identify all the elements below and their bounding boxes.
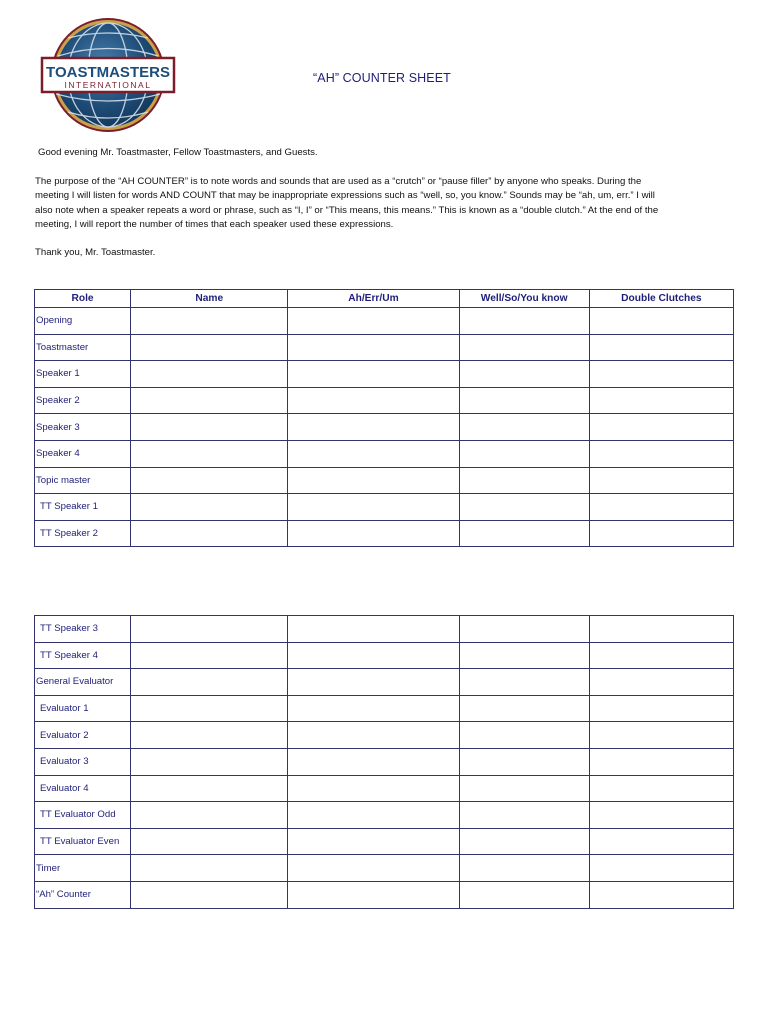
double-clutches-cell[interactable]	[589, 642, 733, 669]
ah-err-um-cell[interactable]	[288, 775, 459, 802]
double-clutches-cell[interactable]	[589, 722, 733, 749]
svg-text:INTERNATIONAL: INTERNATIONAL	[64, 80, 152, 90]
role-cell: Evaluator 2	[35, 722, 131, 749]
role-cell: General Evaluator	[35, 669, 131, 696]
ah-err-um-cell[interactable]	[288, 642, 459, 669]
well-so-you-know-cell[interactable]	[459, 669, 589, 696]
role-cell: Evaluator 1	[35, 695, 131, 722]
role-cell: “Ah” Counter	[35, 881, 131, 908]
ah-err-um-cell[interactable]	[288, 520, 459, 547]
name-cell[interactable]	[131, 616, 288, 643]
role-cell: Speaker 2	[35, 387, 131, 414]
double-clutches-cell[interactable]	[589, 494, 733, 521]
ah-err-um-cell[interactable]	[288, 802, 459, 829]
header-name: Name	[131, 290, 288, 308]
table-row	[35, 414, 734, 441]
table-row	[35, 748, 734, 775]
role-cell: TT Evaluator Even	[35, 828, 131, 855]
role-cell: Speaker 1	[35, 361, 131, 388]
well-so-you-know-cell[interactable]	[459, 695, 589, 722]
header-ah-err-um: Ah/Err/Um	[288, 290, 459, 308]
double-clutches-cell[interactable]	[589, 748, 733, 775]
table-row	[35, 494, 734, 521]
name-cell[interactable]	[131, 748, 288, 775]
name-cell[interactable]	[131, 308, 288, 335]
well-so-you-know-cell[interactable]	[459, 494, 589, 521]
double-clutches-cell[interactable]	[589, 440, 733, 467]
name-cell[interactable]	[131, 669, 288, 696]
double-clutches-cell[interactable]	[589, 775, 733, 802]
purpose-line: also note when a speaker repeats a word or phrase, such as “I, I” or “This means, this means.” This is known as a “double clutch.” At the end of the	[35, 204, 659, 216]
name-cell[interactable]	[131, 440, 288, 467]
ah-err-um-cell[interactable]	[288, 881, 459, 908]
double-clutches-cell[interactable]	[589, 802, 733, 829]
role-cell: TT Speaker 4	[35, 642, 131, 669]
well-so-you-know-cell[interactable]	[459, 722, 589, 749]
double-clutches-cell[interactable]	[589, 334, 733, 361]
ah-err-um-cell[interactable]	[288, 334, 459, 361]
table-body	[35, 308, 734, 547]
double-clutches-cell[interactable]	[589, 467, 733, 494]
well-so-you-know-cell[interactable]	[459, 881, 589, 908]
table-row	[35, 828, 734, 855]
table-body	[35, 616, 734, 909]
role-cell: Speaker 4	[35, 440, 131, 467]
role-cell: Timer	[35, 855, 131, 882]
double-clutches-cell[interactable]	[589, 387, 733, 414]
table-row	[35, 361, 734, 388]
name-cell[interactable]	[131, 881, 288, 908]
double-clutches-cell[interactable]	[589, 855, 733, 882]
well-so-you-know-cell[interactable]	[459, 440, 589, 467]
table-row	[35, 334, 734, 361]
table-row	[35, 440, 734, 467]
well-so-you-know-cell[interactable]	[459, 361, 589, 388]
well-so-you-know-cell[interactable]	[459, 775, 589, 802]
double-clutches-cell[interactable]	[589, 695, 733, 722]
name-cell[interactable]	[131, 520, 288, 547]
page-title: “AH” COUNTER SHEET	[313, 71, 451, 85]
header-role: Role	[35, 290, 131, 308]
well-so-you-know-cell[interactable]	[459, 802, 589, 829]
name-cell[interactable]	[131, 802, 288, 829]
well-so-you-know-cell[interactable]	[459, 387, 589, 414]
well-so-you-know-cell[interactable]	[459, 334, 589, 361]
purpose-paragraph	[35, 175, 735, 232]
table-row	[35, 855, 734, 882]
double-clutches-cell[interactable]	[589, 616, 733, 643]
role-cell: TT Speaker 3	[35, 616, 131, 643]
double-clutches-cell[interactable]	[589, 881, 733, 908]
name-cell[interactable]	[131, 334, 288, 361]
name-cell[interactable]	[131, 695, 288, 722]
ah-err-um-cell[interactable]	[288, 855, 459, 882]
table-row	[35, 467, 734, 494]
well-so-you-know-cell[interactable]	[459, 616, 589, 643]
role-cell: Speaker 3	[35, 414, 131, 441]
table-header-row	[35, 290, 734, 308]
name-cell[interactable]	[131, 361, 288, 388]
well-so-you-know-cell[interactable]	[459, 642, 589, 669]
ah-err-um-cell[interactable]	[288, 669, 459, 696]
ah-err-um-cell[interactable]	[288, 494, 459, 521]
table-row	[35, 669, 734, 696]
role-cell: Toastmaster	[35, 334, 131, 361]
double-clutches-cell[interactable]	[589, 308, 733, 335]
role-cell: Evaluator 3	[35, 748, 131, 775]
counter-table-section-2	[34, 615, 734, 909]
ah-err-um-cell[interactable]	[288, 467, 459, 494]
ah-err-um-cell[interactable]	[288, 695, 459, 722]
ah-err-um-cell[interactable]	[288, 308, 459, 335]
ah-err-um-cell[interactable]	[288, 440, 459, 467]
toastmasters-logo	[40, 16, 176, 134]
svg-text:TOASTMASTERS: TOASTMASTERS	[46, 64, 170, 81]
greeting-text: Good evening Mr. Toastmaster, Fellow Toastmasters, and Guests.	[38, 147, 318, 158]
name-cell[interactable]	[131, 722, 288, 749]
name-cell[interactable]	[131, 387, 288, 414]
role-cell: TT Speaker 2	[35, 520, 131, 547]
name-cell[interactable]	[131, 775, 288, 802]
well-so-you-know-cell[interactable]	[459, 748, 589, 775]
well-so-you-know-cell[interactable]	[459, 828, 589, 855]
role-cell: Evaluator 4	[35, 775, 131, 802]
ah-err-um-cell[interactable]	[288, 387, 459, 414]
name-cell[interactable]	[131, 414, 288, 441]
name-cell[interactable]	[131, 642, 288, 669]
double-clutches-cell[interactable]	[589, 361, 733, 388]
ah-err-um-cell[interactable]	[288, 748, 459, 775]
purpose-line: meeting, I will report the number of times that each speaker used these expressions.	[35, 218, 394, 230]
table-row	[35, 881, 734, 908]
double-clutches-cell[interactable]	[589, 520, 733, 547]
ah-err-um-cell[interactable]	[288, 414, 459, 441]
ah-err-um-cell[interactable]	[288, 616, 459, 643]
table-row	[35, 722, 734, 749]
role-cell: TT Evaluator Odd	[35, 802, 131, 829]
table-row	[35, 308, 734, 335]
role-cell: TT Speaker 1	[35, 494, 131, 521]
counter-table-section-1	[34, 289, 734, 547]
ah-err-um-cell[interactable]	[288, 828, 459, 855]
role-cell: Topic master	[35, 467, 131, 494]
well-so-you-know-cell[interactable]	[459, 414, 589, 441]
thanks-text: Thank you, Mr. Toastmaster.	[35, 247, 156, 258]
header-well-so-you-know: Well/So/You know	[459, 290, 589, 308]
table-row	[35, 387, 734, 414]
double-clutches-cell[interactable]	[589, 414, 733, 441]
name-cell[interactable]	[131, 467, 288, 494]
purpose-line: meeting I will listen for words AND COUNT that may be inappropriate expressions such as “well, so, you know.” Sounds may be “ah, um, err.” I will	[35, 190, 655, 202]
purpose-line: The purpose of the “AH COUNTER” is to note words and sounds that are used as a “crutch” or “pause filler” by anyone who speaks. During the	[35, 176, 642, 187]
table-row	[35, 695, 734, 722]
ah-err-um-cell[interactable]	[288, 722, 459, 749]
table-row	[35, 616, 734, 643]
table-row	[35, 642, 734, 669]
well-so-you-know-cell[interactable]	[459, 467, 589, 494]
well-so-you-know-cell[interactable]	[459, 308, 589, 335]
name-cell[interactable]	[131, 855, 288, 882]
name-cell[interactable]	[131, 494, 288, 521]
name-cell[interactable]	[131, 828, 288, 855]
table-row	[35, 775, 734, 802]
role-cell: Opening	[35, 308, 131, 335]
header-double-clutches: Double Clutches	[589, 290, 733, 308]
well-so-you-know-cell[interactable]	[459, 855, 589, 882]
globe-logo-icon	[40, 16, 176, 134]
ah-err-um-cell[interactable]	[288, 361, 459, 388]
well-so-you-know-cell[interactable]	[459, 520, 589, 547]
double-clutches-cell[interactable]	[589, 669, 733, 696]
table-row	[35, 520, 734, 547]
double-clutches-cell[interactable]	[589, 828, 733, 855]
table-row	[35, 802, 734, 829]
